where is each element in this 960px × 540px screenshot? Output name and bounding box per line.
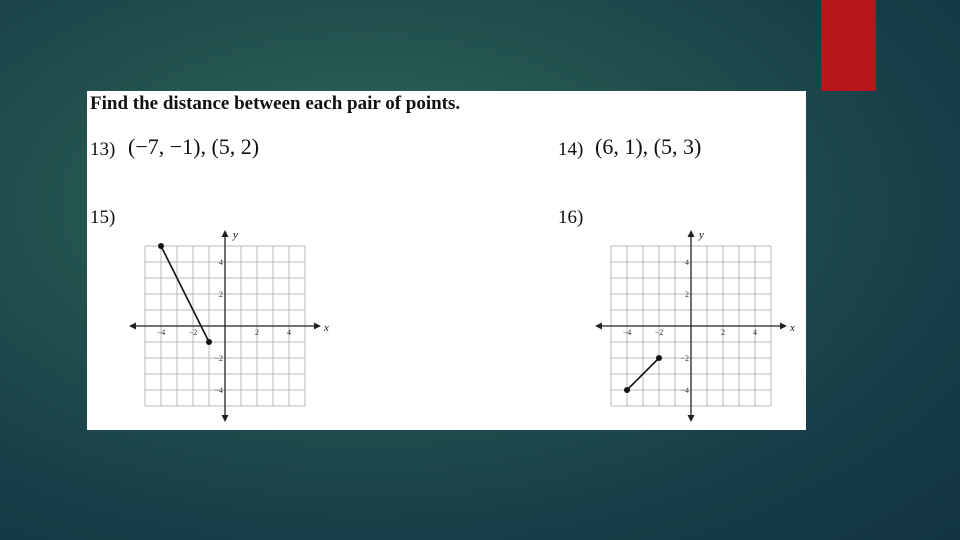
- y-tick-label: −4: [214, 386, 223, 395]
- x-tick-label: −2: [188, 328, 198, 337]
- x-tick-label: 4: [287, 328, 291, 337]
- problem-14-number: 14): [558, 139, 584, 160]
- problem-15-number: 15): [90, 207, 116, 228]
- instruction-text: Find the distance between each pair of points.: [90, 93, 461, 114]
- y-tick-label: 4: [219, 258, 223, 267]
- y-tick-label: 2: [685, 290, 689, 299]
- y-axis-arrow-up: [688, 230, 695, 237]
- y-tick-label: 4: [685, 258, 689, 267]
- y-axis-label: y: [699, 229, 704, 241]
- segment-endpoint: [624, 387, 630, 393]
- segment-endpoint: [158, 243, 164, 249]
- accent-bar: [821, 0, 876, 91]
- y-axis-arrow-up: [222, 230, 229, 237]
- y-tick-label: −2: [214, 354, 223, 363]
- x-tick-label: −4: [622, 328, 632, 337]
- problem-16-number: 16): [558, 207, 584, 228]
- x-axis-arrow-left: [595, 323, 602, 330]
- x-axis-label: x: [790, 322, 795, 334]
- x-tick-label: 4: [753, 328, 757, 337]
- y-tick-label: −2: [680, 354, 689, 363]
- segment-endpoint: [206, 339, 212, 345]
- y-axis-arrow-down: [688, 415, 695, 422]
- x-tick-label: −4: [156, 328, 166, 337]
- x-tick-label: −2: [654, 328, 664, 337]
- graph-16: [593, 219, 803, 424]
- y-tick-label: −4: [680, 386, 689, 395]
- y-tick-label: 2: [219, 290, 223, 299]
- y-axis-arrow-down: [222, 415, 229, 422]
- x-axis-arrow-right: [314, 323, 321, 330]
- x-axis-label: x: [324, 322, 329, 334]
- x-axis-arrow-left: [129, 323, 136, 330]
- segment-endpoint: [656, 355, 662, 361]
- x-axis-arrow-right: [780, 323, 787, 330]
- graph-15: [127, 219, 337, 424]
- problem-13-points: (−7, −1), (5, 2): [128, 134, 260, 159]
- x-tick-label: 2: [255, 328, 259, 337]
- x-tick-label: 2: [721, 328, 725, 337]
- y-axis-label: y: [233, 229, 238, 241]
- problem-13-number: 13): [90, 139, 116, 160]
- worksheet: [87, 91, 806, 430]
- problem-14-points: (6, 1), (5, 3): [595, 134, 702, 159]
